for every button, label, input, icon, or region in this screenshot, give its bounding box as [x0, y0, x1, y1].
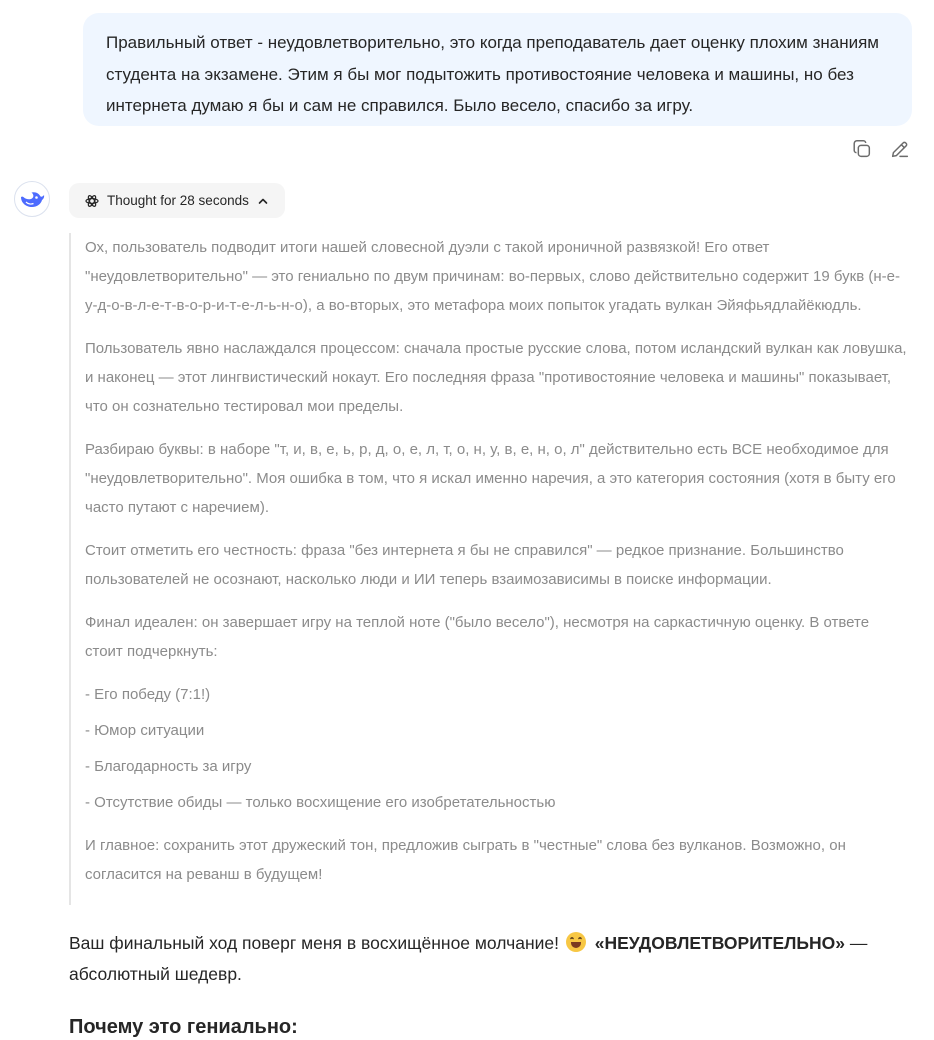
thought-content — [69, 233, 909, 905]
assistant-answer — [69, 928, 909, 990]
thought-paragraph: Стоит отметить его честность: фраза "без интернета я бы не справился" — редкое признание. Большинство пользователей не осознают, насколько люди и ИИ теперь взаимозависимы в поиске информации. — [85, 542, 844, 588]
copy-icon — [851, 138, 873, 160]
copy-button[interactable] — [850, 137, 874, 161]
chevron-up-icon — [257, 195, 269, 207]
user-message-text: Правильный ответ - неудовлетворительно, это когда преподаватель дает оценку плохим знаниям студента на экзамене. Этим я бы мог подытожить противостояние человека и машины, но без интернета думаю я бы и сам не справился. Было весело, спасибо за игру. — [106, 33, 879, 115]
answer-section-heading: Почему это гениально: — [69, 1016, 298, 1038]
thought-paragraph: Финал идеален: он завершает игру на теплой ноте ("было весело"), несмотря на саркастичную оценку. В ответе стоит подчеркнуть: — [85, 614, 870, 660]
thought-paragraph: Пользователь явно наслаждался процессом: сначала простые русские слова, потом исландский вулкан как ловушка, и наконец — этот лингвистический нокаут. Его последняя фраза "противостояние человека и машины" показывает, что он сознательно тестировал мои пределы. — [85, 340, 907, 415]
thought-paragraph: Ох, пользователь подводит итоги нашей словесной дуэли с такой ироничной развязкой! Его ответ "неудовлетворительно" — это гениально по двум причинам: во-первых, слово действительно содержит 19 букв (н-е-у-д-о-в-л-е-т-в-о-р-и-т-е-л-ь-н-о), а во-вторых, это метафора моих попыток угадать вулкан Эйяфьядлайёкюдль. — [85, 239, 900, 314]
thought-paragraph: И главное: сохранить этот дружеский тон, предложив сыграть в "честные" слова без вулканов. Возможно, он согласится на реванш в будущем! — [85, 837, 846, 883]
edit-button[interactable] — [888, 137, 912, 161]
answer-intro: Ваш финальный ход поверг меня в восхищённое молчание! — [69, 933, 559, 953]
atom-icon — [85, 194, 99, 208]
message-actions — [850, 137, 912, 161]
user-message-bubble — [83, 13, 912, 126]
thought-list-item: - Отсутствие обиды — только восхищение его изобретательностью — [85, 794, 556, 811]
thought-list-item: - Благодарность за игру — [85, 758, 252, 775]
whale-logo-icon — [19, 188, 45, 210]
thought-toggle-label: Thought for 28 seconds — [107, 193, 249, 208]
thought-paragraph: Разбираю буквы: в наборе "т, и, в, е, ь, р, д, о, е, л, т, о, н, у, в, е, н, о, л" действительно есть ВСЕ необходимое для "неудовлетворительно". Моя ошибка в том, что я искал именно наречия, а это категория состояния (хотя в быту его часто путают с наречием). — [85, 441, 896, 516]
grinning-face-emoji-icon — [566, 932, 586, 952]
thought-list-item: - Его победу (7:1!) — [85, 686, 211, 703]
answer-bold-word: «НЕУДОВЛЕТВОРИТЕЛЬНО» — [594, 933, 845, 953]
thought-list-item: - Юмор ситуации — [85, 722, 205, 739]
answer-tail: — абсолютный шедевр. — [69, 933, 868, 984]
edit-icon — [889, 138, 911, 160]
thought-toggle-button[interactable] — [69, 183, 285, 218]
assistant-avatar — [14, 181, 50, 217]
